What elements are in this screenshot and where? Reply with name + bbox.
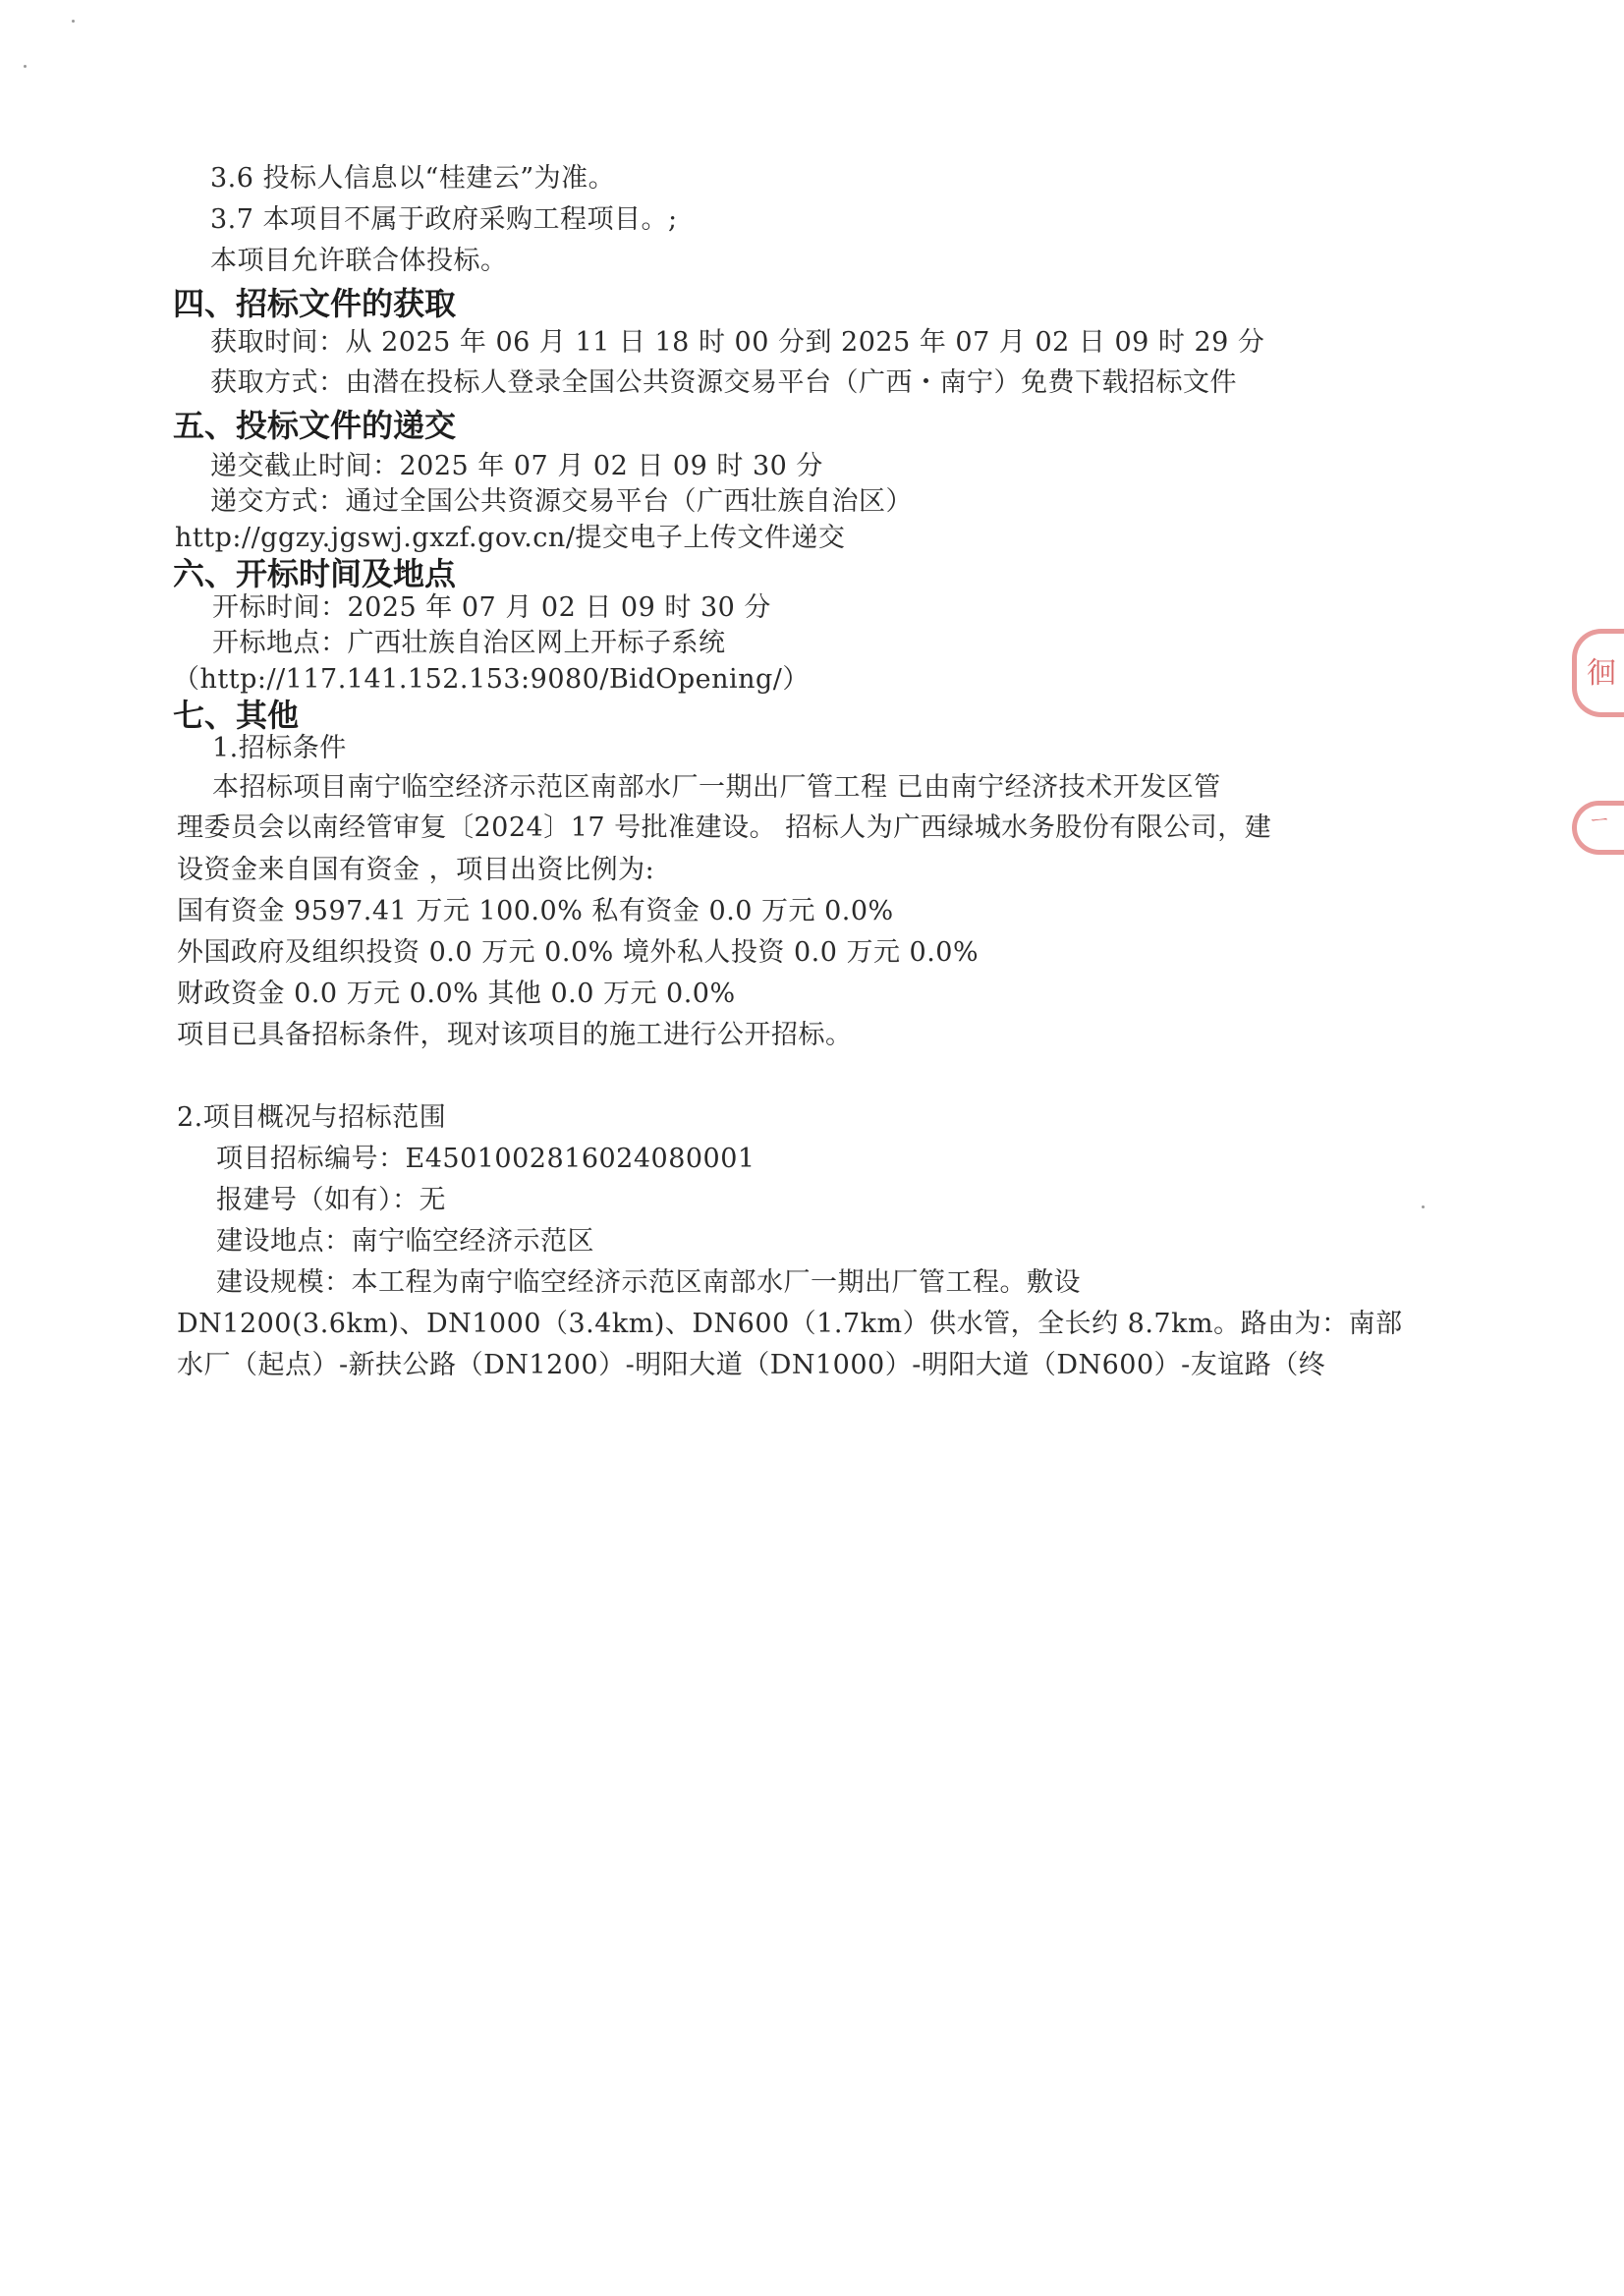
obtain-time: 获取时间：从 2025 年 06 月 11 日 18 时 00 分到 2025 年 07 月 02 日 09 时 29 分 <box>210 327 1265 358</box>
section-heading-4: 四、招标文件的获取 <box>173 285 457 322</box>
open-place: 开标地点：广西壮族自治区网上开标子系统 <box>212 628 726 658</box>
condition-para-line-3: 设资金来自国有资金 ，项目出资比例为: <box>177 855 655 885</box>
section-heading-5: 五、投标文件的递交 <box>173 407 457 444</box>
condition-para-line-2: 理委员会以南经管审复〔2024〕17 号批准建设。 招标人为广西绿城水务股份有限公司，建 <box>177 812 1272 843</box>
submit-deadline: 递交截止时间：2025 年 07 月 02 日 09 时 30 分 <box>210 451 823 481</box>
condition-statement: 项目已具备招标条件，现对该项目的施工进行公开招标。 <box>177 1020 853 1050</box>
tender-code: 项目招标编号：E4501002816024080001 <box>216 1144 756 1174</box>
open-url: （http://117.141.152.153:9080/BidOpening/） <box>173 664 810 695</box>
funding-line-1: 国有资金 9597.41 万元 100.0% 私有资金 0.0 万元 0.0% <box>177 896 894 926</box>
stamp-glyph-bottom: ㄧ <box>1588 807 1611 834</box>
item-3-6: 3.6 投标人信息以“桂建云”为准。 <box>210 163 616 194</box>
obtain-method: 获取方式：由潜在投标人登录全国公共资源交易平台（广西・南宁）免费下载招标文件 <box>210 367 1237 398</box>
stamp-glyph-top: 徊 <box>1587 656 1616 691</box>
scan-speck <box>72 20 75 23</box>
scan-speck <box>24 65 27 68</box>
submit-method: 递交方式：通过全国公共资源交易平台（广西壮族自治区） <box>210 486 913 517</box>
build-number: 报建号（如有）：无 <box>216 1185 446 1215</box>
section-heading-7: 七、其他 <box>173 697 300 734</box>
build-scale-line-1: 建设规模：本工程为南宁临空经济示范区南部水厂一期出厂管工程。敷设 <box>216 1267 1081 1298</box>
section-heading-6: 六、开标时间及地点 <box>173 555 457 592</box>
consortium-note: 本项目允许联合体投标。 <box>210 246 508 276</box>
build-location: 建设地点：南宁临空经济示范区 <box>216 1226 594 1257</box>
submit-url: http://ggzy.jgswj.gxzf.gov.cn/提交电子上传文件递交 <box>175 523 846 553</box>
scan-speck <box>1422 1205 1425 1208</box>
item-3-7: 3.7 本项目不属于政府采购工程项目。; <box>210 204 678 235</box>
build-scale-line-3: 水厂（起点）-新扶公路（DN1200）-明阳大道（DN1000）-明阳大道（DN600）-友谊路（终 <box>177 1350 1326 1380</box>
open-time: 开标时间：2025 年 07 月 02 日 09 时 30 分 <box>212 592 771 623</box>
funding-line-3: 财政资金 0.0 万元 0.0% 其他 0.0 万元 0.0% <box>177 979 736 1009</box>
subsection-2-title: 2.项目概况与招标范围 <box>177 1102 447 1133</box>
subsection-1-title: 1.招标条件 <box>212 733 347 763</box>
condition-para-line-1: 本招标项目南宁临空经济示范区南部水厂一期出厂管工程 已由南宁经济技术开发区管 <box>212 772 1221 803</box>
build-scale-line-2: DN1200(3.6km)、DN1000（3.4km)、DN600（1.7km）供水管，全长约 8.7km。路由为：南部 <box>177 1309 1403 1339</box>
funding-line-2: 外国政府及组织投资 0.0 万元 0.0% 境外私人投资 0.0 万元 0.0% <box>177 937 980 968</box>
